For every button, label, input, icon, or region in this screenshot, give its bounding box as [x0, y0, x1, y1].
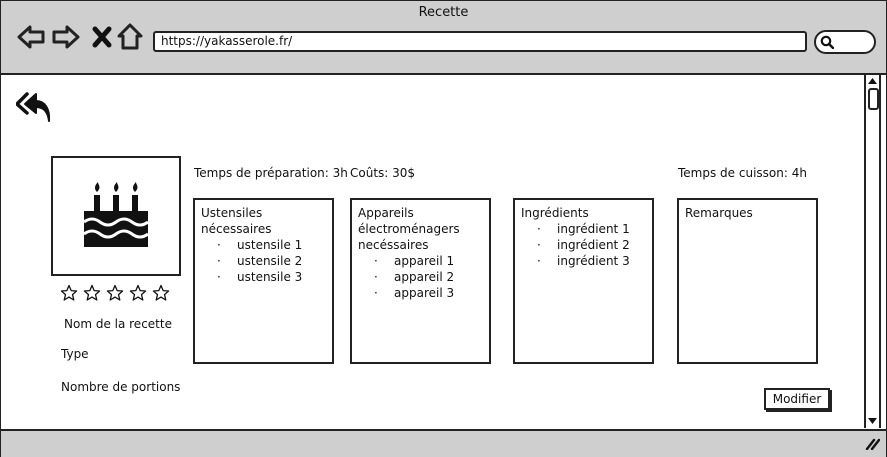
- home-icon[interactable]: [116, 22, 146, 52]
- list-item: · ingrédient 1: [551, 221, 646, 237]
- status-bar: [1, 429, 886, 457]
- list-item: · ustensile 2: [231, 253, 326, 269]
- list-item: · ingrédient 2: [551, 237, 646, 253]
- list-item: · appareil 2: [388, 269, 483, 285]
- panel-title: Ingrédients: [521, 206, 589, 220]
- forward-arrow-icon[interactable]: [51, 22, 81, 52]
- star-outline-icon[interactable]: [83, 284, 101, 302]
- resize-grip-icon[interactable]: [864, 436, 880, 450]
- reply-all-icon[interactable]: [16, 91, 54, 123]
- star-outline-icon[interactable]: [129, 284, 147, 302]
- recipe-image: [51, 156, 181, 276]
- appliances-panel: [350, 198, 491, 364]
- window-title: Recette: [418, 5, 469, 20]
- star-outline-icon[interactable]: [152, 284, 170, 302]
- utensils-panel: [193, 198, 334, 364]
- recipe-name-label: Nom de la recette: [64, 317, 172, 331]
- remarks-panel[interactable]: [677, 198, 818, 364]
- address-bar[interactable]: https://yakasserole.fr/: [153, 31, 807, 52]
- list-item: · appareil 3: [388, 285, 483, 301]
- list-item: · ingrédient 3: [551, 253, 646, 269]
- scrollbar-thumb[interactable]: [868, 88, 879, 110]
- list-item: · ustensile 1: [231, 237, 326, 253]
- search-input[interactable]: [814, 30, 876, 54]
- close-icon[interactable]: [88, 22, 118, 52]
- panel-title: Ustensiles nécessaires: [201, 206, 272, 236]
- scroll-down-icon[interactable]: [866, 416, 879, 426]
- search-icon: [820, 35, 834, 49]
- cook-time: Temps de cuisson: 4h: [678, 166, 807, 180]
- back-arrow-icon[interactable]: [16, 22, 46, 52]
- modify-button[interactable]: Modifier: [764, 388, 830, 410]
- appliances-list: [358, 253, 483, 301]
- panel-title: Appareils électroménagers necéssaires: [358, 206, 460, 252]
- recipe-type-label: Type: [61, 347, 89, 361]
- panel-title: Remarques: [685, 206, 753, 220]
- ingredients-panel: [513, 198, 654, 364]
- prep-time: Temps de préparation: 3h: [194, 166, 348, 180]
- ingredients-list: [521, 221, 646, 269]
- vertical-scrollbar[interactable]: [864, 75, 881, 428]
- scroll-up-icon[interactable]: [866, 76, 879, 86]
- star-outline-icon[interactable]: [106, 284, 124, 302]
- utensils-list: [201, 237, 326, 285]
- list-item: · ustensile 3: [231, 269, 326, 285]
- star-rating[interactable]: [60, 284, 170, 304]
- star-outline-icon[interactable]: [60, 284, 78, 302]
- list-item: · appareil 1: [388, 253, 483, 269]
- cost: Coûts: 30$: [350, 166, 416, 180]
- recipe-portions-label: Nombre de portions: [61, 380, 181, 394]
- birthday-cake-icon: [81, 182, 151, 252]
